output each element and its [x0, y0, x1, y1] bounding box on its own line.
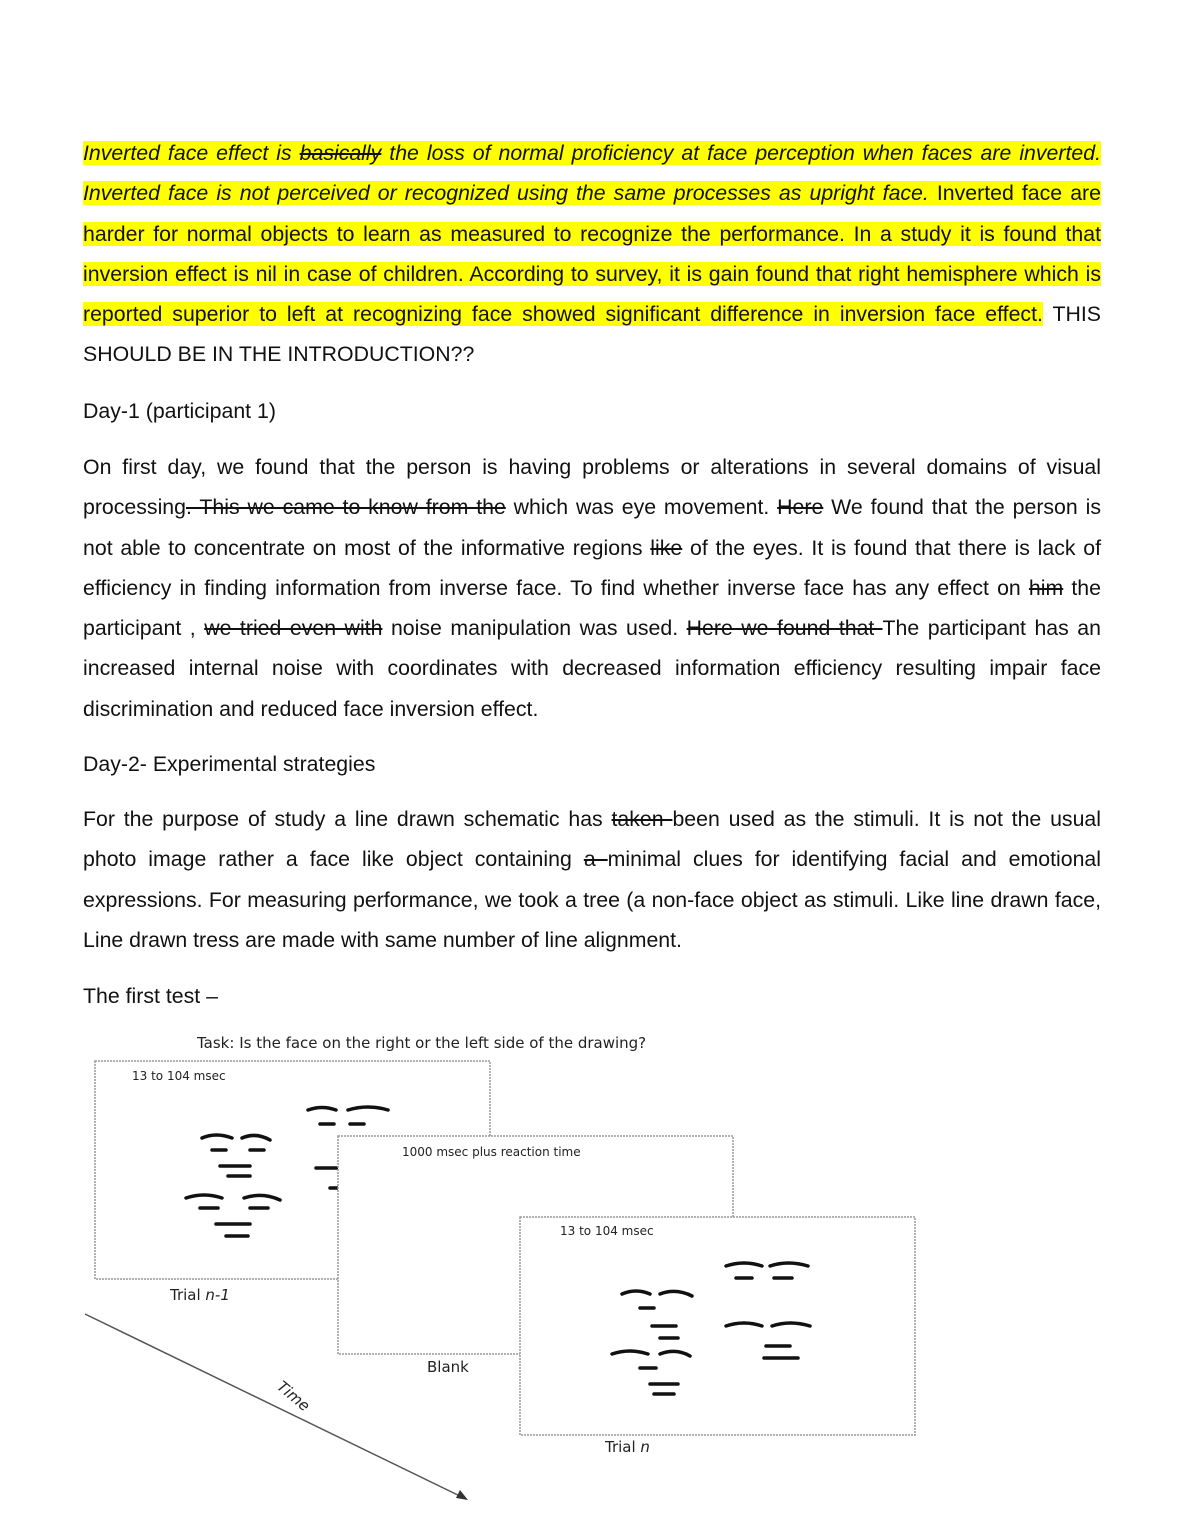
strikethrough-text: taken [611, 807, 673, 831]
text-run: We found that the person is not able to concentrate on most of the informative regions [83, 495, 1101, 560]
trial-current-label: Trial n [605, 1438, 650, 1456]
text-run: the participant , [83, 575, 1101, 641]
frame-duration: 1000 msec plus reaction time [402, 1145, 581, 1159]
experiment-diagram [80, 1028, 930, 1508]
paragraph-day2 [83, 799, 1101, 960]
time-axis-label: Time [273, 1377, 314, 1415]
text-run: noise manipulation was used. [382, 616, 687, 641]
frame-border [520, 1217, 915, 1435]
paragraph-day1 [83, 447, 1101, 729]
review-comment: THIS SHOULD BE IN THE INTRODUCTION?? [83, 302, 1102, 367]
text-run: Inverted face effect is [83, 141, 300, 165]
heading-day2: Day-2- Experimental strategies [83, 752, 376, 776]
text-run: been used as the stimuli. It is not the usual photo image rather a face like object containing [83, 807, 1102, 872]
text-run: which was eye movement. [505, 495, 778, 520]
strikethrough-text: we tried even with [204, 616, 383, 641]
frame-duration: 13 to 104 msec [560, 1224, 654, 1238]
trial-prev-label: Trial n-1 [170, 1286, 230, 1304]
paragraph-inverted-face [83, 133, 1101, 375]
frame-trial-current [520, 1217, 915, 1435]
strikethrough-text: Here we found that [686, 616, 883, 641]
strikethrough-text: like [650, 535, 683, 560]
strikethrough-text: . This we came to know from the [186, 495, 506, 520]
blank-label: Blank [427, 1358, 469, 1376]
heading-first-test: The first test – [83, 984, 218, 1008]
highlighted-text: Inverted face are harder for normal objects to learn as measured to recognize the performance. In a study it is found that inversion effect is nil in case of children. According to survey, it is gain found that right hemisphere which is reported superior to left at recognizing face showed significant difference in inversion face effect. [83, 181, 1101, 327]
text-run: minimal clues for identifying facial and emotional expressions. For measuring performance, we took a tree (a non-face object as stimuli. Like line drawn face, Line drawn tress are made with same number of line alignment. [83, 847, 1102, 952]
text-run: For the purpose of study a line drawn schematic has [83, 807, 612, 831]
strikethrough-text: basically [299, 141, 382, 165]
strikethrough-text: Here [777, 495, 824, 520]
frame-duration: 13 to 104 msec [132, 1069, 226, 1083]
text-run: The participant has an increased internal noise with coordinates with decreased information efficiency resulting impair face discrimination and reduced face inversion effect. [83, 616, 1101, 721]
time-axis-arrowhead [456, 1490, 468, 1500]
experiment-figure [80, 1028, 930, 1508]
task-caption: Task: Is the face on the right or the left side of the drawing? [197, 1034, 647, 1052]
strikethrough-text: a [583, 847, 608, 872]
text-run: On first day, we found that the person is having problems or alterations in several domains of visual processing [83, 455, 1101, 520]
heading-day1: Day-1 (participant 1) [83, 399, 276, 423]
strikethrough-text: him [1028, 575, 1064, 600]
text-run: the loss of normal proficiency at face perception when faces are inverted. Inverted face is not perceived or recognized using the same processes as upright face. [83, 141, 1102, 206]
text-run: of the eyes. It is found that there is lack of efficiency in finding information from inverse face. To find whether inverse face has any effect on [83, 535, 1101, 600]
